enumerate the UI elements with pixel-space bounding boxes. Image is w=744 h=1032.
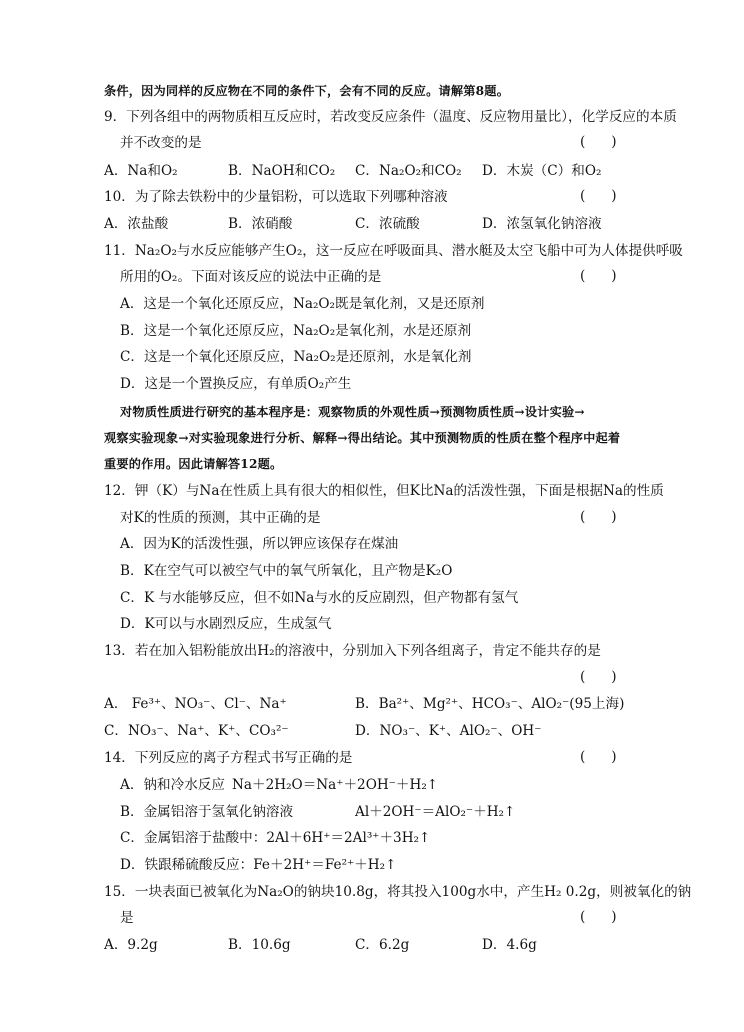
q15-option-d: D．4.6g xyxy=(482,937,537,953)
q11-option-c: C．这是一个氧化还原反应，Na₂O₂是还原剂，水是氧化剂 xyxy=(120,349,472,365)
q15-stem-line2: 是 xyxy=(120,910,134,926)
intro-note-q12-line2: 观察实验现象→对实验现象进行分析、解释→得出结论。其中预测物质的性质在整个程序中起着 xyxy=(104,431,621,445)
q12-option-a: A．因为K的活泼性强，所以钾应该保存在煤油 xyxy=(120,536,399,552)
q12-option-c: C．K 与水能够反应，但不如Na与水的反应剧烈，但产物都有氢气 xyxy=(120,590,519,606)
q12-stem-line2: 对K的性质的预测，其中正确的是 xyxy=(120,510,321,526)
intro-note-q9: 条件，因为同样的反应物在不同的条件下，会有不同的反应。请解第8题。 xyxy=(104,84,510,98)
q14-option-a-label: A．钠和冷水反应 xyxy=(120,777,225,793)
q14-stem: 14．下列反应的离子方程式书写正确的是 xyxy=(104,750,353,766)
intro-note-q12-line1: 对物质性质进行研究的基本程序是：观察物质的外观性质→预测物质性质→设计实验→ xyxy=(120,405,585,419)
q15-option-b: B．10.6g xyxy=(228,937,291,953)
q14-option-b-equation: Al＋2OH⁻＝AlO₂⁻＋H₂↑ xyxy=(355,804,516,820)
q11-option-d: D．这是一个置换反应，有单质O₂产生 xyxy=(120,376,352,392)
q12-option-d: D．K可以与水剧烈反应，生成氢气 xyxy=(120,616,332,632)
q12-stem-line1: 12．钾（K）与Na在性质上具有很大的相似性，但K比Na的活泼性强，下面是根据Na的性质 xyxy=(104,483,664,499)
q10-option-a: A．浓盐酸 xyxy=(104,216,169,232)
q9-option-b: B．NaOH和CO₂ xyxy=(228,163,336,179)
q13-answer-blank: ( ) xyxy=(580,669,617,685)
q9-answer-blank: ( ) xyxy=(580,134,617,150)
q10-stem: 10．为了除去铁粉中的少量铝粉，可以选取下列哪种溶液 xyxy=(104,189,448,205)
q13-stem: 13．若在加入铝粉能放出H₂的溶液中，分别加入下列各组离子，肯定不能共存的是 xyxy=(104,643,601,659)
q14-option-d: D．铁跟稀硫酸反应：Fe＋2H⁺＝Fe²⁺＋H₂↑ xyxy=(120,857,397,873)
q13-option-d: D．NO₃⁻、K⁺、AlO₂⁻、OH⁻ xyxy=(355,723,542,739)
q14-answer-blank: ( ) xyxy=(580,749,617,765)
q9-option-a: A．Na和O₂ xyxy=(104,163,178,179)
q15-stem-line1: 15．一块表面已被氧化为Na₂O的钠块10.8g，将其投入100g水中，产生H₂ 0.2g，则被氧化的钠 xyxy=(104,884,692,900)
q11-answer-blank: ( ) xyxy=(580,268,617,284)
q10-option-d: D．浓氢氧化钠溶液 xyxy=(482,216,602,232)
q10-option-b: B．浓硝酸 xyxy=(228,216,293,232)
q10-answer-blank: ( ) xyxy=(580,188,617,204)
q13-option-a: A． Fe³⁺、NO₃⁻、Cl⁻、Na⁺ xyxy=(104,696,287,712)
q13-option-b: B．Ba²⁺、Mg²⁺、HCO₃⁻、AlO₂⁻(95上海) xyxy=(355,696,625,712)
q11-option-a: A．这是一个氧化还原反应，Na₂O₂既是氧化剂，又是还原剂 xyxy=(120,296,485,312)
q15-answer-blank: ( ) xyxy=(580,909,617,925)
q12-option-b: B．K在空气可以被空气中的氧气所氧化，且产物是K₂O xyxy=(120,563,453,579)
q11-stem-line1: 11．Na₂O₂与水反应能够产生O₂，这一反应在呼吸面具、潜水艇及太空飞船中可为人体提供呼吸 xyxy=(104,243,683,259)
q9-stem-line2: 并不改变的是 xyxy=(120,135,202,151)
q14-option-b-label: B．金属铝溶于氢氧化钠溶液 xyxy=(120,804,294,820)
q9-option-d: D．木炭（C）和O₂ xyxy=(482,163,602,179)
q9-stem-line1: 9．下列各组中的两物质相互反应时，若改变反应条件（温度、反应物用量比），化学反应的本质 xyxy=(104,109,677,125)
q9-option-c: C．Na₂O₂和CO₂ xyxy=(355,163,462,179)
q11-stem-line2: 所用的O₂。下面对该反应的说法中正确的是 xyxy=(120,269,382,285)
intro-note-q12-line3: 重要的作用。因此请解答12题。 xyxy=(104,457,283,471)
q14-option-c: C．金属铝溶于盐酸中：2Al＋6H⁺＝2Al³⁺＋3H₂↑ xyxy=(120,830,431,846)
q14-option-a-equation: Na＋2H₂O＝Na⁺＋2OH⁻＋H₂↑ xyxy=(232,777,439,793)
q12-answer-blank: ( ) xyxy=(580,509,617,525)
q11-option-b: B．这是一个氧化还原反应，Na₂O₂是氧化剂，水是还原剂 xyxy=(120,323,472,339)
q15-option-c: C．6.2g xyxy=(355,937,410,953)
q15-option-a: A．9.2g xyxy=(104,937,158,953)
q10-option-c: C．浓硫酸 xyxy=(355,216,420,232)
q13-option-c: C．NO₃⁻、Na⁺、K⁺、CO₃²⁻ xyxy=(104,723,289,739)
